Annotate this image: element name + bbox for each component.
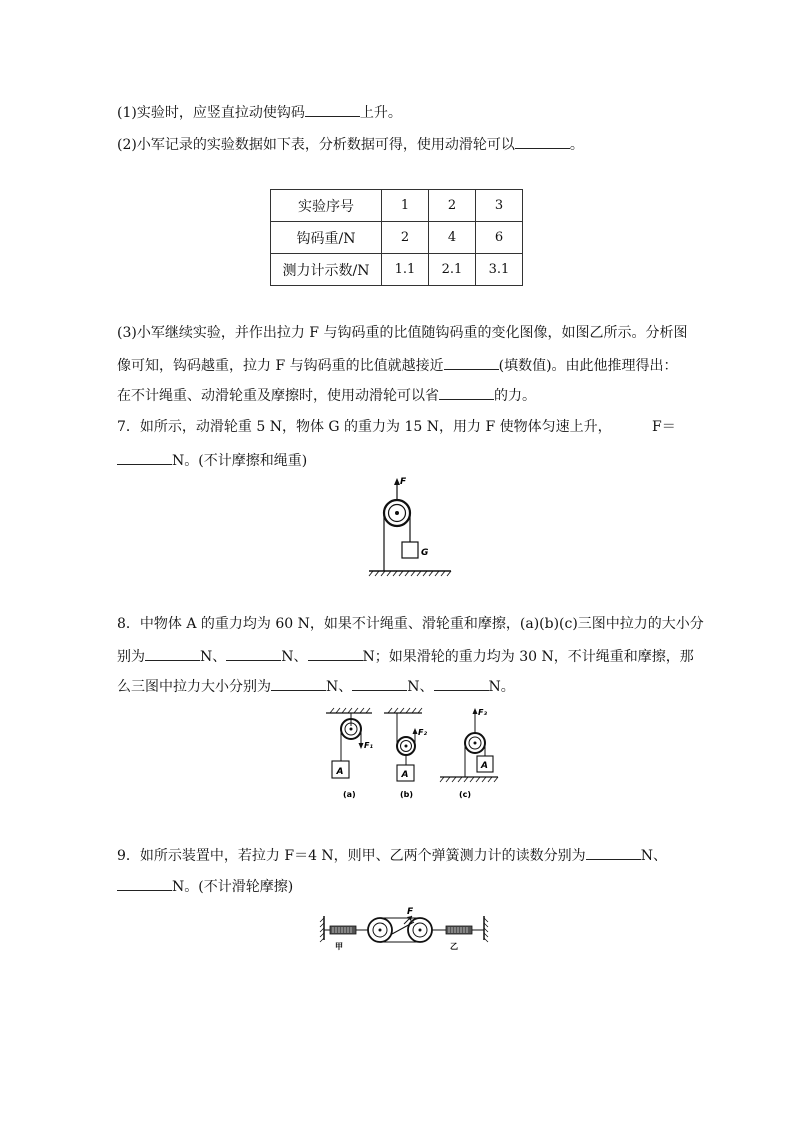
answer-blank[interactable] <box>515 134 570 149</box>
table-cell: 1.1 <box>382 254 429 286</box>
q9-line1 <box>117 845 667 866</box>
figure-b <box>384 708 427 799</box>
q8-line3-text: 么三图中拉力大小分别为 <box>117 679 271 695</box>
q8-line2 <box>117 646 694 667</box>
scale-label-left: 甲 <box>335 942 343 951</box>
q9-line1-text: 9．如所示装置中，若拉力 F＝4 N，则甲、乙两个弹簧测力计的读数分别为 <box>117 848 586 864</box>
force-label-f2: F₂ <box>418 728 427 737</box>
q6-part3-text: 在不计绳重、动滑轮重及摩擦时，使用动滑轮可以省 <box>117 388 439 404</box>
q9-line2-text: N。(不计滑轮摩擦) <box>172 879 294 895</box>
q6-part3-text: 像可知，钩码越重，拉力 F 与钩码重的比值就越接近 <box>117 358 444 374</box>
figure-a <box>326 708 373 799</box>
table-cell: 2.1 <box>429 254 476 286</box>
table-cell: 2 <box>429 190 476 222</box>
answer-blank[interactable] <box>586 845 641 860</box>
q6-part3-line3 <box>117 385 536 406</box>
q6-part2 <box>117 134 584 155</box>
caption-b: (b) <box>400 790 414 799</box>
q8-line1: 8．中物体 A 的重力均为 60 N，如果不计绳重、滑轮重和摩擦，(a)(b)(c)三图中拉力的大小分 <box>117 616 704 632</box>
scale-label-right: 乙 <box>450 942 458 951</box>
table-row <box>271 190 523 222</box>
q9-line1-tail: N、 <box>640 848 667 864</box>
table-header-cell: 实验序号 <box>271 190 382 222</box>
table-row <box>271 254 523 286</box>
answer-blank[interactable] <box>305 102 360 117</box>
q9-spring-scale-diagram <box>318 904 490 954</box>
caption-a: (a) <box>343 790 356 799</box>
q8-unit: N、 <box>281 649 308 665</box>
answer-blank[interactable] <box>117 450 172 465</box>
block-label: A <box>481 761 488 771</box>
q7-pulley-diagram <box>365 474 455 578</box>
q8-line3 <box>117 676 515 697</box>
table-cell: 2 <box>382 222 429 254</box>
q6-part3-tail: 的力。 <box>494 388 536 404</box>
q6-part1-tail: 上升。 <box>359 105 402 121</box>
q7-line2 <box>117 450 307 471</box>
q6-part2-tail: 。 <box>569 137 584 153</box>
block-label: A <box>336 767 344 777</box>
q9-line2 <box>117 876 293 897</box>
table-cell: 3 <box>476 190 523 222</box>
q8-pulley-diagrams <box>322 703 502 801</box>
q6-part3-line2 <box>117 355 678 376</box>
table-header-cell: 测力计示数/N <box>271 254 382 286</box>
q6-part2-text: (2)小军记录的实验数据如下表，分析数据可得，使用动滑轮可以 <box>117 137 515 153</box>
answer-blank[interactable] <box>352 676 407 691</box>
answer-blank[interactable] <box>444 355 499 370</box>
table-cell: 6 <box>476 222 523 254</box>
table-header-cell: 钩码重/N <box>271 222 382 254</box>
q8-line2-tail: N；如果滑轮的重力均为 30 N，不计绳重和摩擦，那 <box>362 649 694 665</box>
q6-part1 <box>117 102 402 123</box>
caption-c: (c) <box>459 790 472 799</box>
answer-blank[interactable] <box>145 646 200 661</box>
answer-blank[interactable] <box>271 676 326 691</box>
spring-scale-right <box>446 926 472 934</box>
q8-unit: N、 <box>407 679 434 695</box>
weight-label: G <box>421 548 429 558</box>
answer-blank[interactable] <box>439 385 494 400</box>
force-label: F <box>407 907 414 917</box>
q7-force-label: F＝ <box>652 419 676 435</box>
answer-blank[interactable] <box>434 676 489 691</box>
q8-unit: N、 <box>200 649 227 665</box>
figure-c <box>440 708 498 799</box>
force-label-f1: F₁ <box>364 741 373 750</box>
answer-blank[interactable] <box>308 646 363 661</box>
q7-line1: 7．如所示，动滑轮重 5 N，物体 G 的重力为 15 N，用力 F 使物体匀速上升， <box>117 419 612 435</box>
table-cell: 1 <box>382 190 429 222</box>
table-cell: 3.1 <box>476 254 523 286</box>
q8-line3-tail: N。 <box>488 679 515 695</box>
answer-blank[interactable] <box>117 876 172 891</box>
force-label: F <box>400 477 407 487</box>
block-label: A <box>401 770 409 780</box>
q8-line2-text: 别为 <box>117 649 145 665</box>
q7-line2-text: N。(不计摩擦和绳重) <box>172 453 308 469</box>
answer-blank[interactable] <box>226 646 281 661</box>
table-row <box>271 222 523 254</box>
q6-part3-tail: (填数值)。由此他推理得出： <box>498 358 678 374</box>
q6-part1-text: (1)实验时，应竖直拉动使钩码 <box>117 105 305 121</box>
table-cell: 4 <box>429 222 476 254</box>
q6-part3-line1: (3)小军继续实验，并作出拉力 F 与钩码重的比值随钩码重的变化图像，如图乙所示。分析图 <box>117 325 688 341</box>
force-label-f3: F₃ <box>478 708 487 717</box>
weight-block <box>402 542 418 558</box>
experiment-data-table <box>270 189 523 286</box>
q8-unit: N、 <box>326 679 353 695</box>
spring-scale-left <box>330 926 356 934</box>
